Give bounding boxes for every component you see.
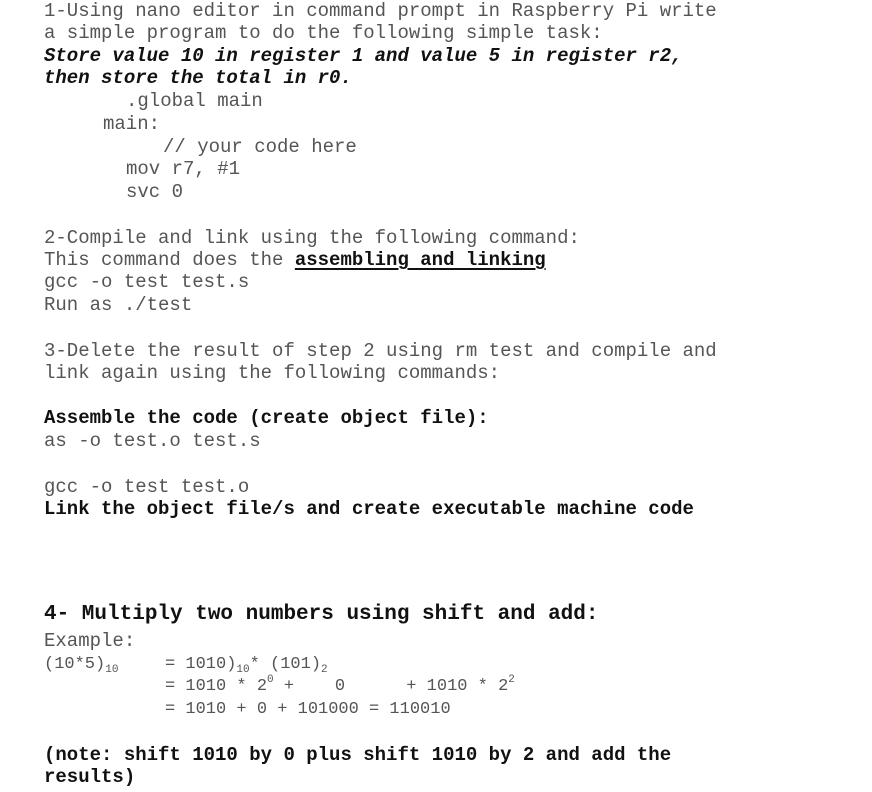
assemble-heading: Assemble the code (create object file):	[44, 407, 489, 429]
task1-line1: 1-Using nano editor in command prompt in Raspberry Pi write	[44, 0, 717, 22]
code-line-svc: svc 0	[126, 181, 184, 203]
row2-a: = 1010 * 2	[165, 677, 268, 696]
example-lhs	[44, 654, 118, 677]
task1-line4: then store the total in r0.	[44, 67, 352, 89]
task4-heading: 4- Multiply two numbers using shift and add:	[44, 603, 599, 626]
task1-line3: Store value 10 in register 1 and value 5 in register r2,	[44, 45, 683, 67]
code-line-global: .global main	[126, 90, 263, 112]
code-line-main: main:	[103, 113, 161, 135]
example-lhs-base: 10	[105, 664, 119, 676]
row1-a-base: 10	[236, 664, 250, 676]
task2-line2-emphasis: assembling and linking	[294, 249, 546, 271]
task2-cmd: gcc -o test test.s	[44, 271, 250, 293]
row2-b-exp: 2	[508, 674, 515, 686]
example-label: Example:	[44, 630, 136, 652]
task2-line2-prefix: This command does the	[44, 249, 295, 271]
row1-b: * (101)	[249, 655, 322, 674]
row1-a: = 1010)	[165, 655, 237, 674]
link-cmd: gcc -o test test.o	[44, 476, 250, 498]
example-row2	[165, 676, 515, 699]
example-lhs-expr: (10*5)	[44, 655, 106, 674]
assemble-cmd: as -o test.o test.s	[44, 430, 261, 452]
task2-line2	[44, 249, 546, 271]
code-line-comment: // your code here	[163, 136, 357, 158]
task3-line1: 3-Delete the result of step 2 using rm test and compile and	[44, 340, 717, 362]
code-line-mov: mov r7, #1	[126, 158, 241, 180]
note-line1: (note: shift 1010 by 0 plus shift 1010 by 2 and add the	[44, 744, 672, 766]
task2-line1: 2-Compile and link using the following command:	[44, 227, 580, 249]
example-row1	[165, 654, 328, 677]
row2-b: + 0 + 1010 * 2	[283, 677, 509, 696]
row2-a-exp: 0	[267, 674, 274, 686]
note-line2: results)	[44, 766, 136, 788]
task3-line2: link again using the following commands:	[44, 362, 501, 384]
task1-line2: a simple program to do the following simple task:	[44, 22, 603, 44]
link-desc: Link the object file/s and create executable machine code	[44, 498, 694, 520]
task2-run: Run as ./test	[44, 294, 193, 316]
row1-b-base: 2	[321, 664, 328, 676]
example-row3: = 1010 + 0 + 101000 = 110010	[165, 700, 451, 719]
